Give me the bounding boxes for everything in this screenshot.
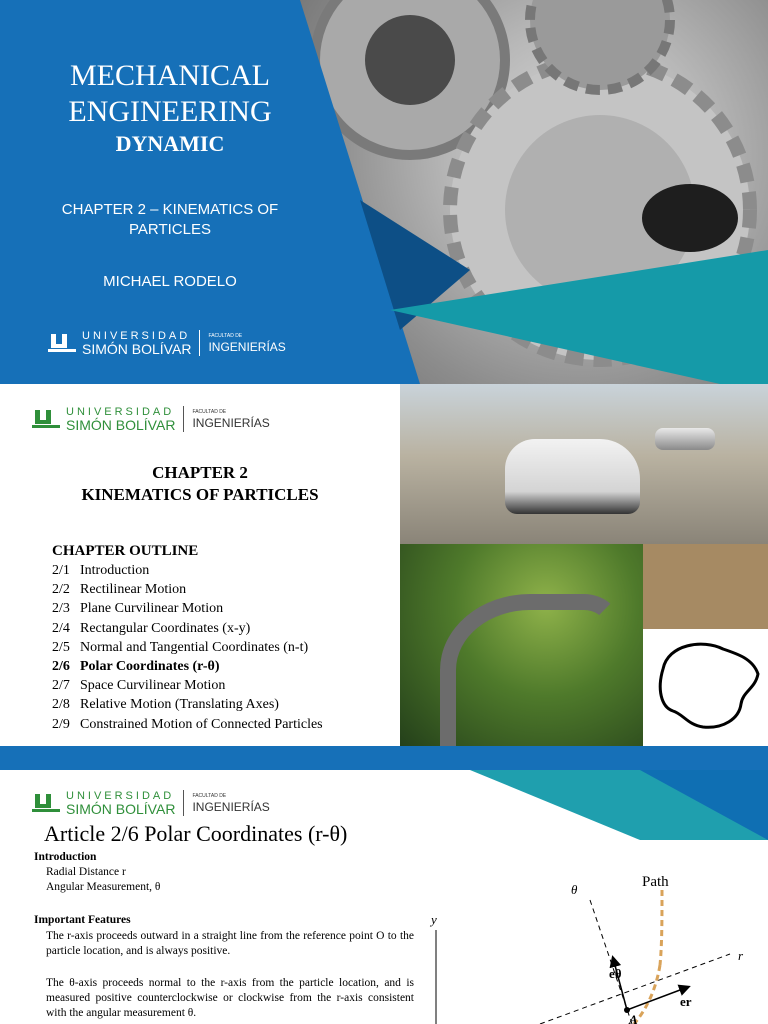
- logo-university-name: SIMÓN BOLÍVAR: [66, 801, 176, 817]
- university-logo-small: [32, 790, 270, 816]
- e-theta-label: eθ: [609, 966, 622, 981]
- intro-item-radial: Radial Distance r: [46, 866, 126, 878]
- features-heading: Important Features: [34, 914, 131, 926]
- university-logo: [48, 330, 286, 356]
- list-item: 2/3 Plane Curvilinear Motion: [52, 601, 224, 617]
- race-car-background-image: [655, 428, 715, 450]
- logo-faculty-label: FACULTAD DE: [192, 408, 227, 415]
- list-item-current: 2/6 Polar Coordinates (r-θ): [52, 659, 220, 675]
- list-item: 2/1 Introduction: [52, 563, 150, 578]
- track-side-photo: [643, 544, 768, 629]
- title-line-3: DYNAMIC: [115, 131, 225, 156]
- theta-axis-label: θ: [571, 882, 578, 897]
- outline-list: [52, 561, 323, 734]
- logo-university-word: UNIVERSIDAD: [82, 330, 191, 342]
- winding-road-image: [440, 594, 620, 746]
- list-item: 2/2 Rectilinear Motion: [52, 582, 187, 598]
- logo-faculty-label: FACULTAD DE: [208, 332, 243, 339]
- university-crest-icon: [48, 332, 78, 354]
- list-item: 2/7 Space Curvilinear Motion: [52, 678, 226, 694]
- y-axis-label: y: [431, 912, 437, 927]
- race-car-image: [505, 439, 640, 514]
- chapter-subtitle: CHAPTER 2 – KINEMATICS OF PARTICLES: [61, 201, 279, 238]
- logo-university-word: UNIVERSIDAD: [66, 790, 175, 802]
- title-line-2: ENGINEERING: [68, 95, 272, 128]
- university-crest-icon: [32, 792, 62, 814]
- point-a-label: A: [629, 1012, 638, 1024]
- chapter-heading: CHAPTER 2: [152, 463, 248, 482]
- logo-divider: [199, 330, 200, 356]
- path-curve: [634, 965, 660, 1024]
- feature-paragraph-r-axis: The r-axis proceeds outward in a straight line from the reference point O to the particle location, and is always positive.: [46, 930, 414, 957]
- path-curve-upper: [660, 890, 662, 965]
- nurburgring-map-icon: [643, 629, 768, 746]
- slide-separator: [0, 746, 768, 770]
- outline-slide: [0, 384, 768, 746]
- article-title: Article 2/6 Polar Coordinates (r-θ): [44, 821, 348, 846]
- title-line-1: MECHANICAL: [70, 59, 270, 92]
- university-crest-icon: [32, 408, 62, 430]
- feature-paragraph-theta-axis: The θ-axis proceeds normal to the r-axis from the particle location, and is measured positive counterclockwise or clockwise from the r-axis consistent with the angular measurement θ.: [46, 977, 414, 1019]
- logo-university-word: UNIVERSIDAD: [66, 406, 175, 418]
- list-item: 2/8 Relative Motion (Translating Axes): [52, 697, 279, 713]
- outline-title: CHAPTER OUTLINE: [52, 543, 199, 559]
- e-r-vector: [627, 987, 688, 1010]
- list-item: 2/9 Constrained Motion of Connected Particles: [52, 716, 323, 732]
- polar-coordinates-diagram: [420, 850, 768, 1024]
- logo-faculty-name: INGENIERÍAS: [192, 415, 270, 430]
- intro-item-angular: Angular Measurement, θ: [46, 881, 161, 893]
- title-slide: [0, 0, 768, 384]
- list-item: 2/4 Rectangular Coordinates (x-y): [52, 620, 251, 636]
- logo-faculty-label: FACULTAD DE: [192, 792, 227, 799]
- polar-coordinates-slide: [0, 770, 768, 1024]
- logo-divider: [183, 406, 184, 432]
- logo-university-name: SIMÓN BOLÍVAR: [66, 417, 176, 433]
- logo-faculty-name: INGENIERÍAS: [192, 799, 270, 814]
- logo-faculty-name: INGENIERÍAS: [208, 339, 286, 354]
- author-name: MICHAEL RODELO: [103, 273, 237, 290]
- e-r-label: er: [680, 994, 692, 1009]
- path-label: Path: [642, 874, 669, 890]
- track-map-image: [643, 629, 768, 746]
- logo-divider: [183, 790, 184, 816]
- university-logo-small: [32, 406, 270, 432]
- introduction-heading: Introduction: [34, 851, 97, 863]
- chapter-heading-subtitle: KINEMATICS OF PARTICLES: [81, 485, 319, 504]
- logo-university-name: SIMÓN BOLÍVAR: [82, 341, 192, 357]
- r-axis-label: r: [738, 948, 744, 963]
- list-item: 2/5 Normal and Tangential Coordinates (n-t): [52, 639, 309, 655]
